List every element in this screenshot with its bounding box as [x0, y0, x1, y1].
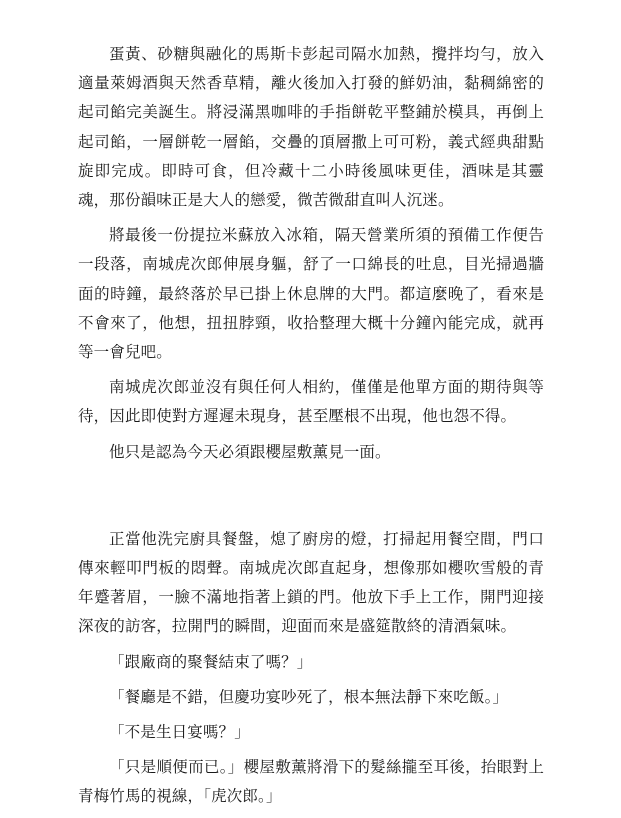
paragraph-tiramisu-recipe: 蛋黃、砂糖與融化的馬斯卡彭起司隔水加熱，攪拌均勻，放入適量萊姆酒與天然香草精，離火後加入打發的鮮奶油，黏稠綿密的起司餡完美誕生。將浸滿黑咖啡的手指餅乾平整鋪於模具，再倒上起司餡，一層餅乾一層餡，交疊的頂層撒上可可粉，義式經典甜點旋即完成。即時可食，但冷藏十二小時後風味更佳，酒味是其靈魂，那份韻味正是大人的戀愛，微苦微甜直叫人沉迷。 — [78, 45, 544, 210]
dialog-line-4: 「只是順便而已。」櫻屋敷薰將滑下的髮絲攏至耳後，抬眼對上青梅竹馬的視線，「虎次郎。」 — [78, 758, 544, 806]
dialog-line-2: 「餐廳是不錯，但慶功宴吵死了，根本無法靜下來吃飯。」 — [109, 687, 509, 706]
paragraph-door-knock: 正當他洗完廚具餐盤，熄了廚房的燈，打掃起用餐空間，門口傳來輕叩門板的悶聲。南城虎次郎直起身，想像那如櫻吹雪般的青年蹙著眉，一臉不滿地指著上鎖的門。他放下手上工作，開門迎接深夜的訪客，拉開門的瞬間，迎面而來是盛筵散終的清酒氣味。 — [78, 529, 544, 636]
dialog-line-1: 「跟廠商的聚餐結束了嗎？」 — [109, 652, 313, 671]
scene-break — [78, 473, 544, 525]
paragraph-must-meet: 他只是認為今天必須跟櫻屋敷薰見一面。 — [109, 442, 391, 461]
dialog-line-3: 「不是生日宴嗎？」 — [109, 723, 250, 742]
paragraph-closing-prep: 將最後一份提拉米蘇放入冰箱，隔天營業所須的預備工作便告一段落，南城虎次郎伸展身軀，舒了一口綿長的吐息，目光掃過牆面的時鐘，最終落於早已掛上休息牌的大門。都這麼晚了，看來是不會來了，他想，扭扭脖頸，收拾整理大概十分鐘內能完成，就再等一會兒吧。 — [78, 226, 544, 362]
paragraph-no-appointment: 南城虎次郎並沒有與任何人相約，僅僅是他單方面的期待與等待，因此即使對方遲遲未現身，甚至壓根不出現，他也怨不得。 — [78, 378, 544, 426]
scene-one — [78, 40, 544, 467]
scene-two — [78, 525, 544, 812]
document-page — [78, 40, 544, 818]
